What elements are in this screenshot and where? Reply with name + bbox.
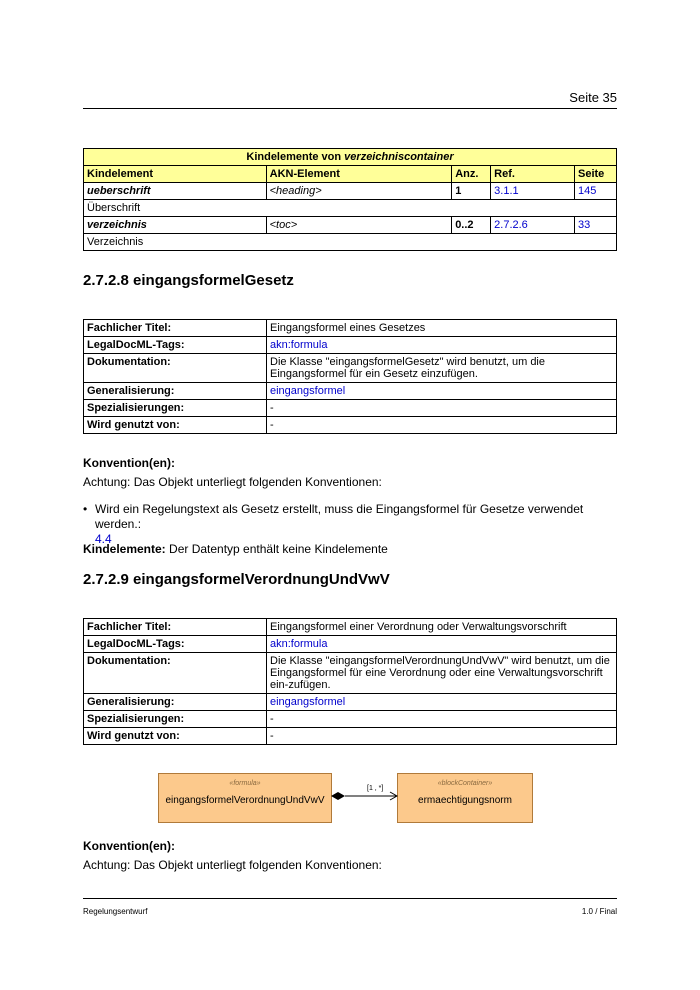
bullet-marker: • — [83, 502, 88, 516]
column-header: Anz. — [452, 166, 491, 183]
cell-anz: 1 — [452, 183, 491, 200]
column-header: Seite — [575, 166, 617, 183]
prop-label: Fachlicher Titel: — [84, 320, 267, 337]
prop-label: Wird genutzt von: — [84, 417, 267, 434]
child-elements-text: Der Datentyp enthält keine Kindelemente — [165, 542, 388, 556]
prop-value: - — [267, 711, 617, 728]
prop-label: LegalDocML-Tags: — [84, 636, 267, 653]
uml-class-name: ermaechtigungsnorm — [418, 795, 512, 806]
section-heading-eingangsformel-gesetz: 2.7.2.8 eingangsformelGesetz — [83, 272, 294, 289]
convention-intro: Achtung: Das Objekt unterliegt folgenden Konventionen: — [83, 475, 382, 489]
prop-label: Fachlicher Titel: — [84, 619, 267, 636]
prop-value: Eingangsformel eines Gesetzes — [267, 320, 617, 337]
page-link[interactable]: 33 — [578, 219, 591, 231]
cell-description: Überschrift — [84, 200, 617, 217]
convention-intro: Achtung: Das Objekt unterliegt folgenden Konventionen: — [83, 858, 382, 872]
cell-name: verzeichnis — [84, 217, 267, 234]
convention-heading: Konvention(en): — [83, 456, 175, 470]
prop-label: Dokumentation: — [84, 653, 267, 694]
uml-stereotype: «formula» — [229, 780, 261, 787]
prop-value: Eingangsformel einer Verordnung oder Verwaltungsvorschrift — [267, 619, 617, 636]
uml-class-name: eingangsformelVerordnungUndVwV — [165, 795, 325, 806]
prop-row — [84, 653, 617, 694]
child-elements-note — [83, 542, 388, 557]
table-caption-row — [84, 149, 617, 166]
ref-link[interactable]: 3.1.1 — [494, 185, 519, 197]
footer-version: 1.0 / Final — [581, 907, 617, 916]
footer-document-type: Regelungsentwurf — [83, 907, 148, 916]
generalisation-link[interactable]: eingangsformel — [270, 385, 346, 397]
uml-stereotype: «blockContainer» — [437, 780, 493, 787]
prop-value: - — [267, 400, 617, 417]
table-row — [84, 217, 617, 234]
tag-link[interactable]: akn:formula — [270, 638, 328, 650]
prop-value: Die Klasse "eingangsformelGesetz" wird benutzt, um die Eingangsformel für ein Gesetz einzufügen. — [267, 354, 617, 383]
prop-label: Generalisierung: — [84, 383, 267, 400]
properties-table-verordnung — [83, 618, 617, 745]
prop-label: Wird genutzt von: — [84, 728, 267, 745]
child-elements-table — [83, 148, 617, 251]
ref-link[interactable]: 2.7.2.6 — [494, 219, 528, 231]
prop-row — [84, 383, 617, 400]
tag-link[interactable]: akn:formula — [270, 339, 328, 351]
prop-label: Spezialisierungen: — [84, 711, 267, 728]
prop-row — [84, 400, 617, 417]
prop-row — [84, 728, 617, 745]
prop-row — [84, 619, 617, 636]
prop-label: Generalisierung: — [84, 694, 267, 711]
prop-row — [84, 711, 617, 728]
table-row-description — [84, 200, 617, 217]
column-header: Kindelement — [84, 166, 267, 183]
cell-akn: <toc> — [266, 217, 452, 234]
prop-value: - — [267, 417, 617, 434]
prop-row — [84, 417, 617, 434]
prop-row — [84, 636, 617, 653]
table-row-description — [84, 234, 617, 251]
prop-value: - — [267, 728, 617, 745]
properties-table-gesetz — [83, 319, 617, 434]
prop-row — [84, 337, 617, 354]
prop-label: Spezialisierungen: — [84, 400, 267, 417]
uml-class-ermaechtigungsnorm — [397, 773, 533, 823]
page-link[interactable]: 145 — [578, 185, 597, 197]
column-header: AKN-Element — [266, 166, 452, 183]
section-heading-eingangsformel-verordnung: 2.7.2.9 eingangsformelVerordnungUndVwV — [83, 571, 390, 588]
child-elements-label: Kindelemente: — [83, 542, 166, 556]
page-number: Seite 35 — [569, 90, 617, 105]
multiplicity-label: [1 , *] — [367, 785, 384, 792]
generalisation-link[interactable]: eingangsformel — [270, 696, 346, 708]
prop-label: Dokumentation: — [84, 354, 267, 383]
cell-anz: 0..2 — [452, 217, 491, 234]
cell-akn: <heading> — [266, 183, 452, 200]
prop-label: LegalDocML-Tags: — [84, 337, 267, 354]
prop-row — [84, 354, 617, 383]
uml-composition-association — [330, 780, 398, 810]
composition-diamond — [331, 792, 345, 800]
prop-row — [84, 694, 617, 711]
cell-description: Verzeichnis — [84, 234, 617, 251]
prop-row — [84, 320, 617, 337]
table-caption: Kindelemente von verzeichniscontainer — [84, 149, 617, 166]
page-header — [83, 90, 617, 109]
column-header: Ref. — [491, 166, 575, 183]
cell-name: ueberschrift — [84, 183, 267, 200]
bullet-text: Wird ein Regelungstext als Gesetz erstellt, muss die Eingangsformel für Gesetze verwendet werden.: — [95, 502, 584, 531]
table-row — [84, 183, 617, 200]
convention-heading: Konvention(en): — [83, 839, 175, 853]
bullet-ref-link[interactable]: 4.4 — [95, 532, 112, 546]
page-footer — [83, 898, 617, 916]
prop-value: Die Klasse "eingangsformelVerordnungUndVwV" wird benutzt, um die Eingangsformel für eine Verordnung oder eine Verwaltungsvorschrift ein-zufügen. — [267, 653, 617, 694]
table-header-row — [84, 166, 617, 183]
uml-class-eingangsformel-verordnung — [158, 773, 332, 823]
